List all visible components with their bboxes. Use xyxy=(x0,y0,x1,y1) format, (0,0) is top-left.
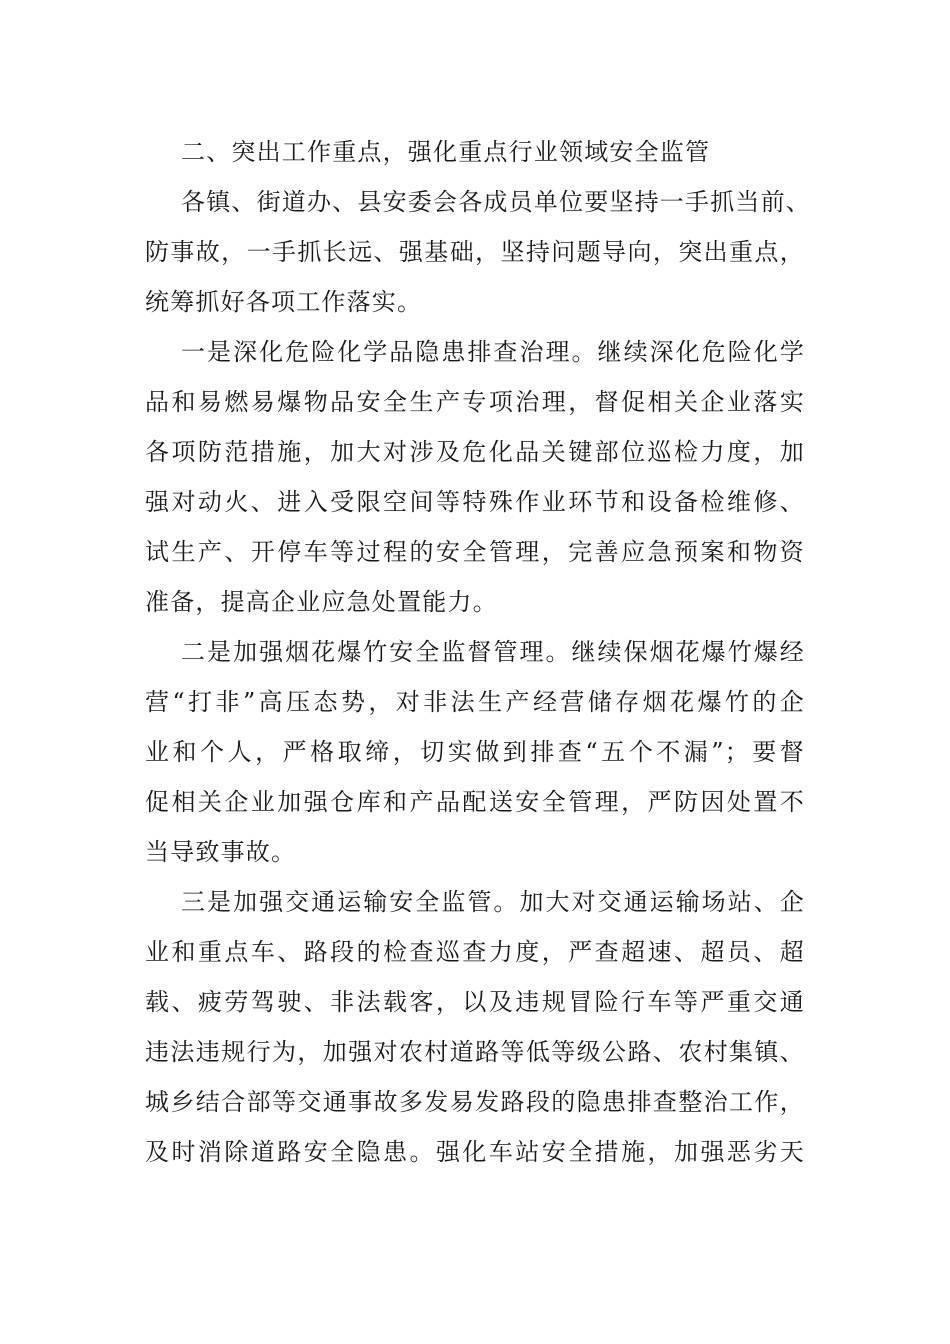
paragraph-traffic xyxy=(145,877,805,1177)
paragraph-line: 城乡结合部等交通事故多发易发路段的隐患排查整治工作， xyxy=(145,1088,805,1116)
paragraph-line: 强对动火、进入受限空间等特殊作业环节和设备检维修、 xyxy=(145,488,805,516)
section-heading: 二、突出工作重点，强化重点行业领域安全监管 xyxy=(181,138,711,166)
paragraph-line: 业和重点车、路段的检查巡查力度，严查超速、超员、超 xyxy=(145,938,805,966)
paragraph-line: 统筹抓好各项工作落实。 xyxy=(145,288,423,316)
paragraph-line: 各项防范措施，加大对涉及危化品关键部位巡检力度，加 xyxy=(145,438,805,466)
paragraph-line: 促相关企业加强仓库和产品配送安全管理，严防因处置不 xyxy=(145,788,805,816)
paragraph-line: 各镇、街道办、县安委会各成员单位要坚持一手抓当前、 xyxy=(181,188,811,216)
paragraph-fireworks xyxy=(145,627,805,877)
paragraph-line: 违法违规行为，加强对农村道路等低等级公路、农村集镇、 xyxy=(145,1038,805,1066)
paragraph-line: 品和易燃易爆物品安全生产专项治理，督促相关企业落实 xyxy=(145,388,805,416)
paragraph-line: 一是深化危险化学品隐患排查治理。继续深化危险化学 xyxy=(181,338,805,366)
document-page xyxy=(145,127,811,1177)
paragraph-line: 防事故，一手抓长远、强基础，坚持问题导向，突出重点， xyxy=(145,238,805,266)
paragraph-line: 二是加强烟花爆竹安全监督管理。继续保烟花爆竹爆经 xyxy=(181,638,805,666)
paragraph-line: 试生产、开停车等过程的安全管理，完善应急预案和物资 xyxy=(145,538,805,566)
paragraph-intro xyxy=(145,177,811,327)
paragraph-line: 当导致事故。 xyxy=(145,838,297,866)
paragraph-line: 准备，提高企业应急处置能力。 xyxy=(145,588,498,616)
paragraph-line: 营“打非”高压态势，对非法生产经营储存烟花爆竹的企 xyxy=(145,688,805,716)
paragraph-line: 载、疲劳驾驶、非法载客，以及违规冒险行车等严重交通 xyxy=(145,988,805,1016)
paragraph-line: 及时消除道路安全隐患。强化车站安全措施，加强恶劣天 xyxy=(145,1138,805,1166)
paragraph-line: 三是加强交通运输安全监管。加大对交通运输场站、企 xyxy=(181,888,805,916)
paragraph-line: 业和个人，严格取缔，切实做到排查“五个不漏”；要督 xyxy=(145,738,805,766)
paragraph-hazardous-chemicals xyxy=(145,327,805,627)
